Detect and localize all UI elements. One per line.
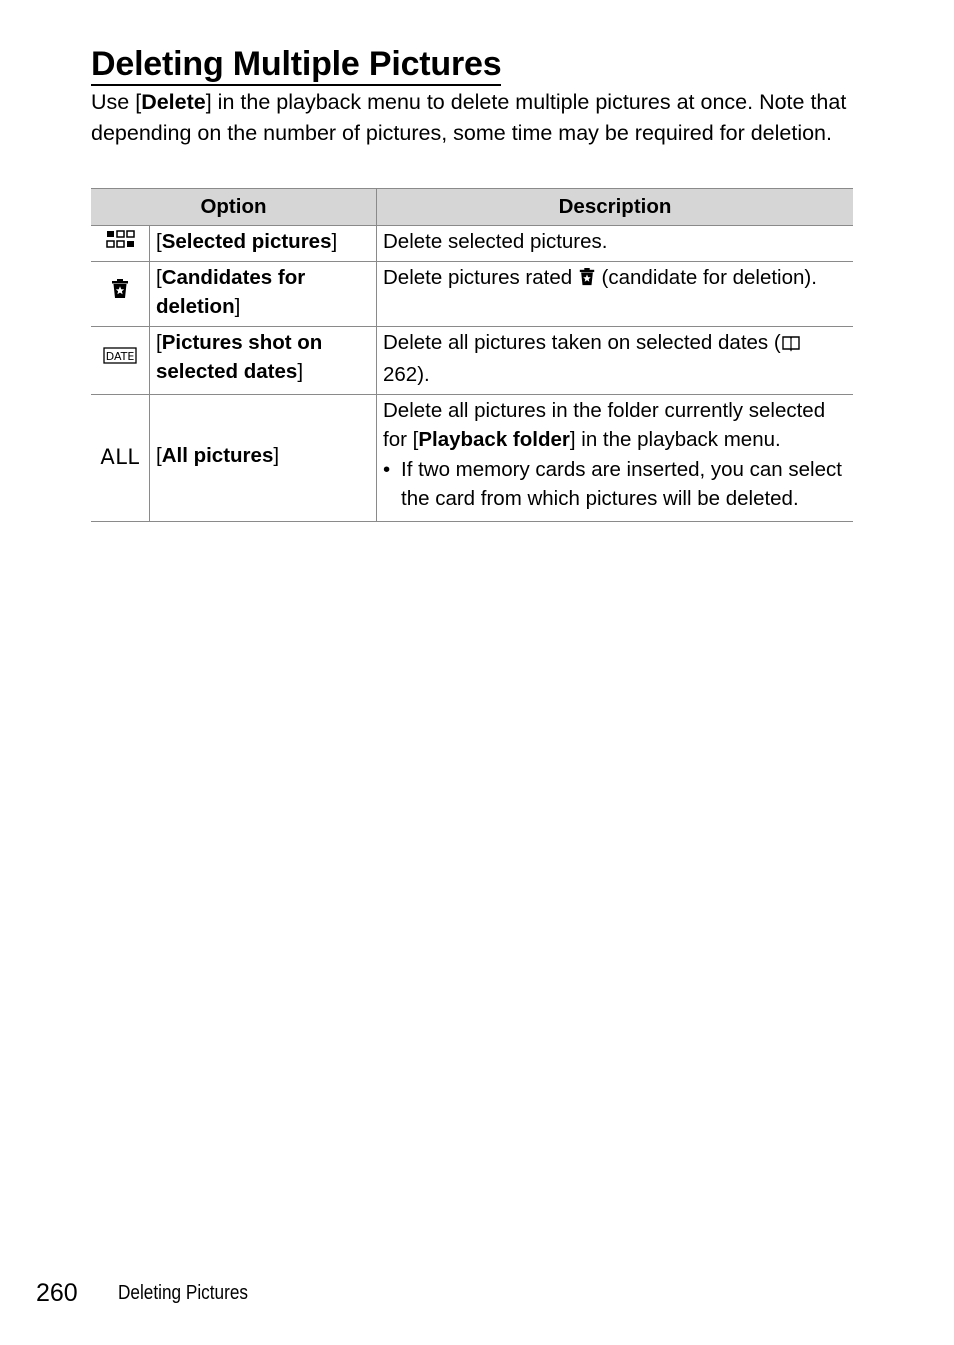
option-description: Delete all pictures taken on selected dates (262). — [377, 326, 854, 394]
option-description: Delete selected pictures. — [377, 226, 854, 262]
bullet-note: • If two memory cards are inserted, you can select the card from which pictures will be deleted. — [383, 457, 842, 510]
book-reference-icon — [781, 331, 801, 361]
option-description: Delete pictures rated (candidate for deletion). — [377, 261, 854, 326]
all-icon: ALL — [91, 394, 150, 521]
section-name: Deleting Pictures — [118, 1282, 249, 1304]
table-row — [91, 326, 853, 394]
option-name: [All pictures] — [150, 394, 377, 521]
intro-paragraph: Use [Delete] in the playback menu to delete multiple pictures at once. Note that depending on the number of pictures, some time may be required for deletion. — [91, 90, 847, 145]
table-row — [91, 394, 853, 521]
option-description: Delete all pictures in the folder currently selected for [Playback folder] in the playback menu. • If two memory cards are inserted, you can select the card from which pictures will be deleted. — [377, 394, 854, 521]
selected-pictures-icon — [91, 226, 150, 262]
option-name: [Pictures shot on selected dates] — [150, 326, 377, 394]
page-title: Deleting Multiple Pictures — [91, 44, 501, 86]
svg-text:DATE: DATE — [105, 350, 135, 364]
option-name: [Candidates for deletion] — [150, 261, 377, 326]
candidate-deletion-icon — [578, 266, 596, 296]
candidate-deletion-icon — [91, 261, 150, 326]
date-icon — [91, 326, 150, 394]
option-name: [Selected pictures] — [150, 226, 377, 262]
option-header: Option — [91, 189, 377, 226]
description-header: Description — [377, 189, 854, 226]
options-table — [91, 188, 853, 522]
delete-menu-label: Delete — [141, 90, 206, 114]
page-reference: 262 — [383, 363, 418, 386]
table-row — [91, 261, 853, 326]
table-row — [91, 226, 853, 262]
page-number: 260 — [36, 1279, 78, 1307]
